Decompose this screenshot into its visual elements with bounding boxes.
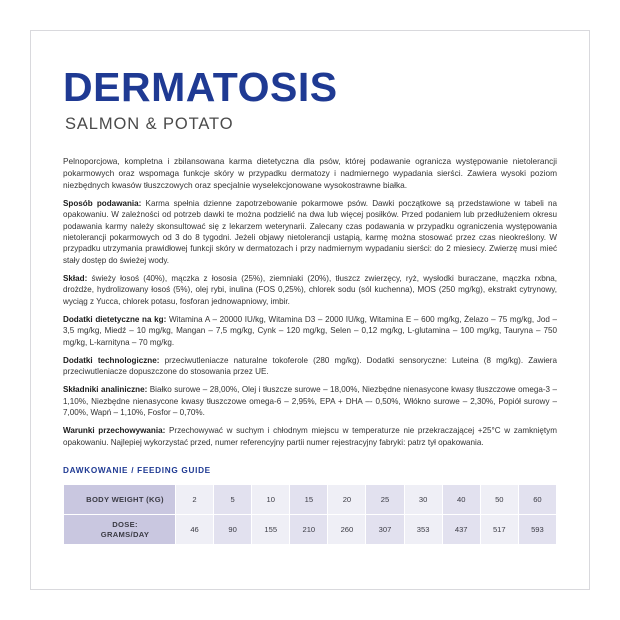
weight-cell: 20: [328, 485, 366, 515]
intro-paragraph: Pelnoporcjowa, kompletna i zbilansowana karma dietetyczna dla psów, której podawanie ogranicza występowanie nietolerancji pokarmowych oraz wspomaga funkcje skóry w przypadku dermatozy i nadmiernego wypadania sierści. Zawiera wysoki poziom niezbędnych kwasów tłuszczowych oraz specjalnie wyselekcjonowane wysokostrawne białka.: [63, 156, 557, 191]
dose-cell: 46: [176, 515, 214, 545]
section-label: Dodatki technologiczne:: [63, 355, 160, 365]
header-block: [63, 64, 557, 134]
dose-label-line1: DOSE:: [112, 520, 138, 530]
feeding-guide: [63, 466, 557, 545]
section-text: Witamina A – 20000 IU/kg, Witamina D3 – 2000 IU/kg, Witamina E – 600 mg/kg, Żelazo – 75 mg/kg, Jod – 3,5 mg/kg, Miedź – 10 mg/kg, Mangan – 7,5 mg/kg, Cynk – 120 mg/kg, Selen – 0,12 mg/kg, L-glutamina – 100 mg/kg, Tauryna – 750 mg/kg, L-karnityna – 70 mg/kg.: [63, 314, 558, 347]
label-sheet: [30, 30, 590, 590]
section-composition: [63, 273, 557, 307]
weight-cell: 30: [404, 485, 442, 515]
dose-cell: 155: [252, 515, 290, 545]
dose-cell: 210: [290, 515, 328, 545]
dose-cell: 593: [518, 515, 556, 545]
weight-cell: 60: [518, 485, 556, 515]
table-row-dose: [64, 515, 557, 545]
feeding-guide-table: [63, 484, 557, 545]
section-text: Karma spełnia dzienne zapotrzebowanie pokarmowe psów. Dawki początkowe są przedstawione w tabeli na opakowaniu. W zależności od potrzeb dawki te można podzielić na dwa lub więcej posiłków. Przed podaniem lub przedłużeniem okresu podawania karmy należy skonsultować się z lekarzem weterynarii. Zalecany czas podawania w przypadku ograniczenia występowania nietolerancji pokarmowych od 3 do 8 tygodni. Jeżeli objawy nietolerancji ustąpią, karmę można stosować przez czas nieokreślony. W przypadku utrzymania prawidłowej funkcji skóry w dermatozach i przy nadmiernym wypadaniu sierści: do 2 miesiecy. Zwierzę musi mieć stały dostęp do świeżej wody.: [63, 198, 557, 265]
section-label: Skład:: [63, 273, 88, 283]
body-copy: [63, 155, 557, 448]
dose-cell: 307: [366, 515, 404, 545]
section-text: Przechowywać w suchym i chłodnym miejscu w temperaturze nie przekraczającej +25°C w zamkniętym opakowaniu. Najlepiej wykorzystać przed, numer referencyjny partii numer rejestracyjny fabryki: patrz tył opakowania.: [63, 426, 557, 447]
dose-label-line2: GRAMS/DAY: [100, 529, 150, 539]
section-text: Białko surowe – 28,00%, Olej i tłuszcze surowe – 18,00%, Niezbędne nienasycone kwasy tłuszczowe omega-3 – 1,10%, Niezbędne nienasycone kwasy tłuszczowe omega-6 – 2,95%, EPA + DHA –- 0,50%, Włókno surowe – 2,30%, Popiół surowy – 7,00%, Wapń – 1,10%, Fosfor – 0,70%.: [63, 385, 557, 418]
row-header-body-weight: BODY WEIGHT (KG): [64, 485, 176, 515]
row-header-dose: [64, 515, 176, 545]
section-text: przeciwutleniacze naturalne tokoferole (280 mg/kg). Dodatki sensoryczne: Luteina (8 mg/kg). Zawiera przeciwutleniacze dopuszczone do stosowania przez UE.: [63, 355, 557, 377]
section-label: Dodatki dietetyczne na kg:: [63, 314, 167, 324]
weight-cell: 50: [480, 485, 518, 515]
weight-cell: 2: [176, 485, 214, 515]
section-label: Składniki analiniczne:: [63, 385, 148, 395]
feeding-guide-title: DAWKOWANIE / FEEDING GUIDE: [63, 466, 211, 475]
dose-cell: 90: [214, 515, 252, 545]
weight-cell: 5: [214, 485, 252, 515]
section-label: Sposób podawania:: [63, 198, 142, 208]
section-dietetic-additives: [63, 314, 557, 348]
weight-cell: 25: [366, 485, 404, 515]
weight-cell: 15: [290, 485, 328, 515]
section-storage-conditions: [63, 425, 557, 448]
section-text: świeży łosoś (40%), mączka z łososia (25%), ziemniaki (20%), tłuszcz zwierzęcy, ryż, wysłodki buraczane, mączka rxbna, drożdże, hydrolizowany łosoś (5%), olej rybi, inulina (FOS 0,25%), chlorek sodu (sól kuchenna), MOS (250 mg/kg), ekstrakt cytrynowy, wyciąg z Yucca, chlorek potasu, fosforan jednowapniowy, imbir.: [63, 273, 557, 306]
dose-cell: 260: [328, 515, 366, 545]
section-technological-additives: [63, 355, 557, 378]
page-subtitle: SALMON & POTATO: [65, 115, 234, 133]
section-feeding-method: [63, 198, 557, 267]
dose-cell: 517: [480, 515, 518, 545]
page-title: DERMATOSIS: [63, 64, 338, 110]
section-analytical-constituents: [63, 384, 557, 418]
weight-cell: 40: [442, 485, 480, 515]
section-label: Warunki przechowywania:: [63, 426, 166, 436]
table-row-weight: [64, 485, 557, 515]
weight-cell: 10: [252, 485, 290, 515]
dose-cell: 437: [442, 515, 480, 545]
dose-cell: 353: [404, 515, 442, 545]
